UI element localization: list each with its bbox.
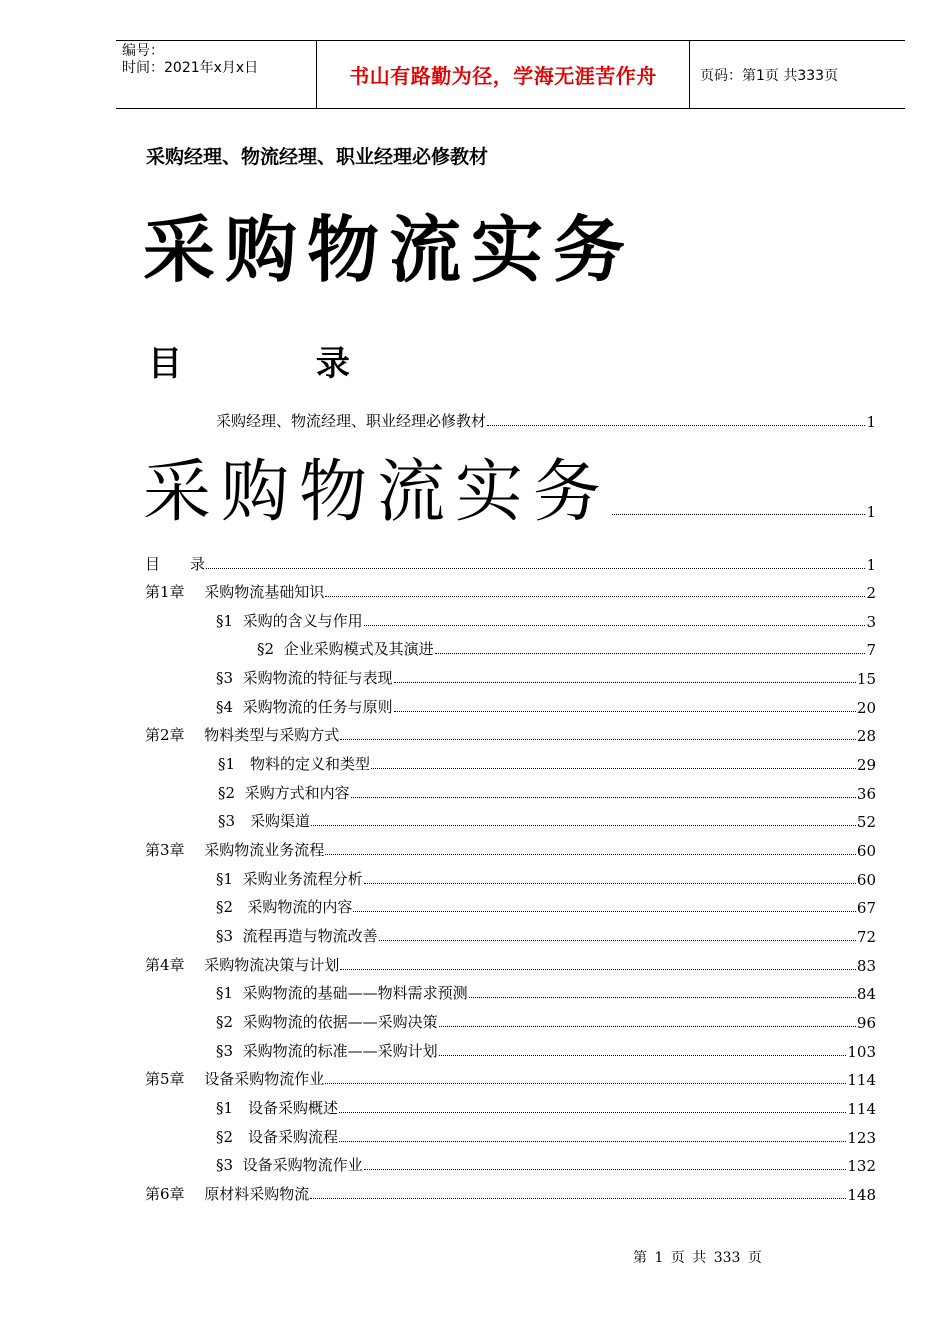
toc-entry[interactable] xyxy=(218,781,876,803)
toc-entry[interactable] xyxy=(216,1153,876,1175)
toc-entry[interactable] xyxy=(216,695,876,717)
leader-dots xyxy=(339,1140,846,1142)
toc-entry[interactable] xyxy=(145,580,876,602)
toc-entry-label: §3 采购物流的标准——采购计划 xyxy=(216,1042,438,1060)
leader-dots xyxy=(371,767,856,769)
toc-entry-page: 7 xyxy=(866,641,876,659)
leader-dots xyxy=(325,1082,846,1084)
leader-dots xyxy=(379,939,856,941)
toc-entry[interactable] xyxy=(145,1067,876,1089)
toc-entry-page: 29 xyxy=(856,756,876,774)
leader-dots xyxy=(353,910,856,912)
leader-dots xyxy=(310,1197,846,1199)
leader-dots xyxy=(612,513,865,515)
toc-entry[interactable] xyxy=(257,637,876,659)
toc-entry-label: §1 设备采购概述 xyxy=(216,1099,339,1117)
toc-entry-label: §2 设备采购流程 xyxy=(216,1128,339,1146)
leader-dots xyxy=(206,567,865,569)
toc-entry[interactable] xyxy=(216,666,876,688)
toc-entry-page: 114 xyxy=(847,1071,876,1089)
toc-entry-label: §3 采购渠道 xyxy=(218,812,311,830)
toc-entry[interactable] xyxy=(216,1039,876,1061)
main-title: 采购物流实务 xyxy=(143,208,636,292)
toc-entry-label: 第6章 原材料采购物流 xyxy=(145,1185,310,1203)
toc-entry-label: 第4章 采购物流决策与计划 xyxy=(145,956,340,974)
toc-entry[interactable] xyxy=(145,838,876,860)
toc-entry-label: §3 设备采购物流作业 xyxy=(216,1156,363,1174)
toc-entry-page: 123 xyxy=(847,1129,876,1147)
toc-entry[interactable] xyxy=(216,1010,876,1032)
leader-dots xyxy=(469,996,856,998)
toc-entry-page: 20 xyxy=(856,699,876,717)
toc-entry-label: §3 流程再造与物流改善 xyxy=(216,927,378,945)
toc-entry-label: 第1章 采购物流基础知识 xyxy=(145,583,325,601)
motto-text: 书山有路勤为径，学海无涯苦作舟 xyxy=(349,64,657,88)
leader-dots xyxy=(439,1054,847,1056)
toc-entry-page: 72 xyxy=(856,928,876,946)
toc-entry-label: 第5章 设备采购物流作业 xyxy=(145,1070,325,1088)
number-label: 编号： xyxy=(122,43,164,59)
toc-entry-page: 67 xyxy=(856,899,876,917)
leader-dots xyxy=(364,1168,847,1170)
toc-entry-page: 3 xyxy=(866,613,876,631)
toc-entry-page: 2 xyxy=(866,584,876,602)
toc-entry[interactable] xyxy=(216,981,876,1003)
toc-entry[interactable] xyxy=(216,609,876,631)
leader-dots xyxy=(325,853,856,855)
toc-entry-label: §2 采购物流的内容 xyxy=(216,898,353,916)
toc-entry-label: §4 采购物流的任务与原则 xyxy=(216,698,393,716)
toc-entry-label: §3 采购物流的特征与表现 xyxy=(216,669,393,687)
leader-dots xyxy=(439,1025,856,1027)
leader-dots xyxy=(339,1111,846,1113)
toc-entry-page: 84 xyxy=(856,985,876,1003)
toc-entry-label: §1 采购的含义与作用 xyxy=(216,612,363,630)
header-left-cell xyxy=(116,41,316,108)
leader-dots xyxy=(311,824,856,826)
subtitle: 采购经理、物流经理、职业经理必修教材 xyxy=(146,146,489,168)
toc-entry-page: 36 xyxy=(856,785,876,803)
leader-dots xyxy=(435,652,866,654)
toc-entry-page: 1 xyxy=(866,413,876,431)
toc-entry-label: 第3章 采购物流业务流程 xyxy=(145,841,325,859)
toc-entry[interactable] xyxy=(218,752,876,774)
toc-heading: 目 录 xyxy=(148,344,396,384)
toc-entry-page: 114 xyxy=(847,1100,876,1118)
toc-entry[interactable] xyxy=(145,1182,876,1204)
toc-entry-label: 目 录 xyxy=(145,555,206,573)
toc-entry-label: §2 采购物流的依据——采购决策 xyxy=(216,1013,438,1031)
leader-dots xyxy=(364,624,866,626)
toc-entry-page: 1 xyxy=(866,556,876,574)
toc-entry-page: 103 xyxy=(847,1043,876,1061)
toc-entry[interactable] xyxy=(218,809,876,831)
toc-entry-label: §1 采购业务流程分析 xyxy=(216,870,363,888)
leader-dots xyxy=(394,710,856,712)
leader-dots xyxy=(325,595,865,597)
leader-dots xyxy=(340,738,856,740)
toc-entry-label: §2 企业采购模式及其演进 xyxy=(257,640,434,658)
leader-dots xyxy=(364,882,856,884)
toc-entry-label: 采购经理、物流经理、职业经理必修教材 xyxy=(216,412,487,430)
leader-dots xyxy=(394,681,856,683)
header-table xyxy=(116,40,905,109)
toc-entry[interactable] xyxy=(145,723,876,745)
leader-dots xyxy=(351,796,856,798)
toc-entry-label: 第2章 物料类型与采购方式 xyxy=(145,726,340,744)
page-footer: 第 1 页 共 333 页 xyxy=(633,1250,762,1266)
toc-entry[interactable] xyxy=(216,409,876,431)
toc-entry-label: §2 采购方式和内容 xyxy=(218,784,350,802)
toc-entry-page: 15 xyxy=(856,670,876,688)
toc-entry[interactable] xyxy=(145,552,876,574)
toc-entry[interactable] xyxy=(216,924,876,946)
toc-entry-page: 83 xyxy=(856,957,876,975)
toc-entry-page: 132 xyxy=(847,1157,876,1175)
toc-entry-page: 52 xyxy=(856,813,876,831)
time-label: 时间：2021年x月x日 xyxy=(122,60,259,76)
toc-entry-page: 96 xyxy=(856,1014,876,1032)
toc-entry[interactable] xyxy=(216,895,876,917)
header-page-cell xyxy=(690,41,905,108)
toc-entry[interactable] xyxy=(216,867,876,889)
toc-entry-label: 采购物流实务 xyxy=(143,453,612,532)
toc-entry-page: 148 xyxy=(847,1186,876,1204)
toc-entry-page: 60 xyxy=(856,842,876,860)
toc-entry-label: §1 物料的定义和类型 xyxy=(218,755,371,773)
toc-entry[interactable] xyxy=(145,953,876,975)
toc-entry-page: 60 xyxy=(856,871,876,889)
toc-entry-label: §1 采购物流的基础——物料需求预测 xyxy=(216,984,468,1002)
leader-dots xyxy=(340,968,856,970)
header-motto-cell xyxy=(316,41,690,108)
page-info: 页码：第1页 共333页 xyxy=(700,67,839,84)
toc-entry-page: 1 xyxy=(866,503,876,521)
toc-entry[interactable] xyxy=(216,1096,876,1118)
toc-entry[interactable] xyxy=(143,453,876,533)
leader-dots xyxy=(487,424,865,426)
toc-entry[interactable] xyxy=(216,1125,876,1147)
toc-entry-page: 28 xyxy=(856,727,876,745)
